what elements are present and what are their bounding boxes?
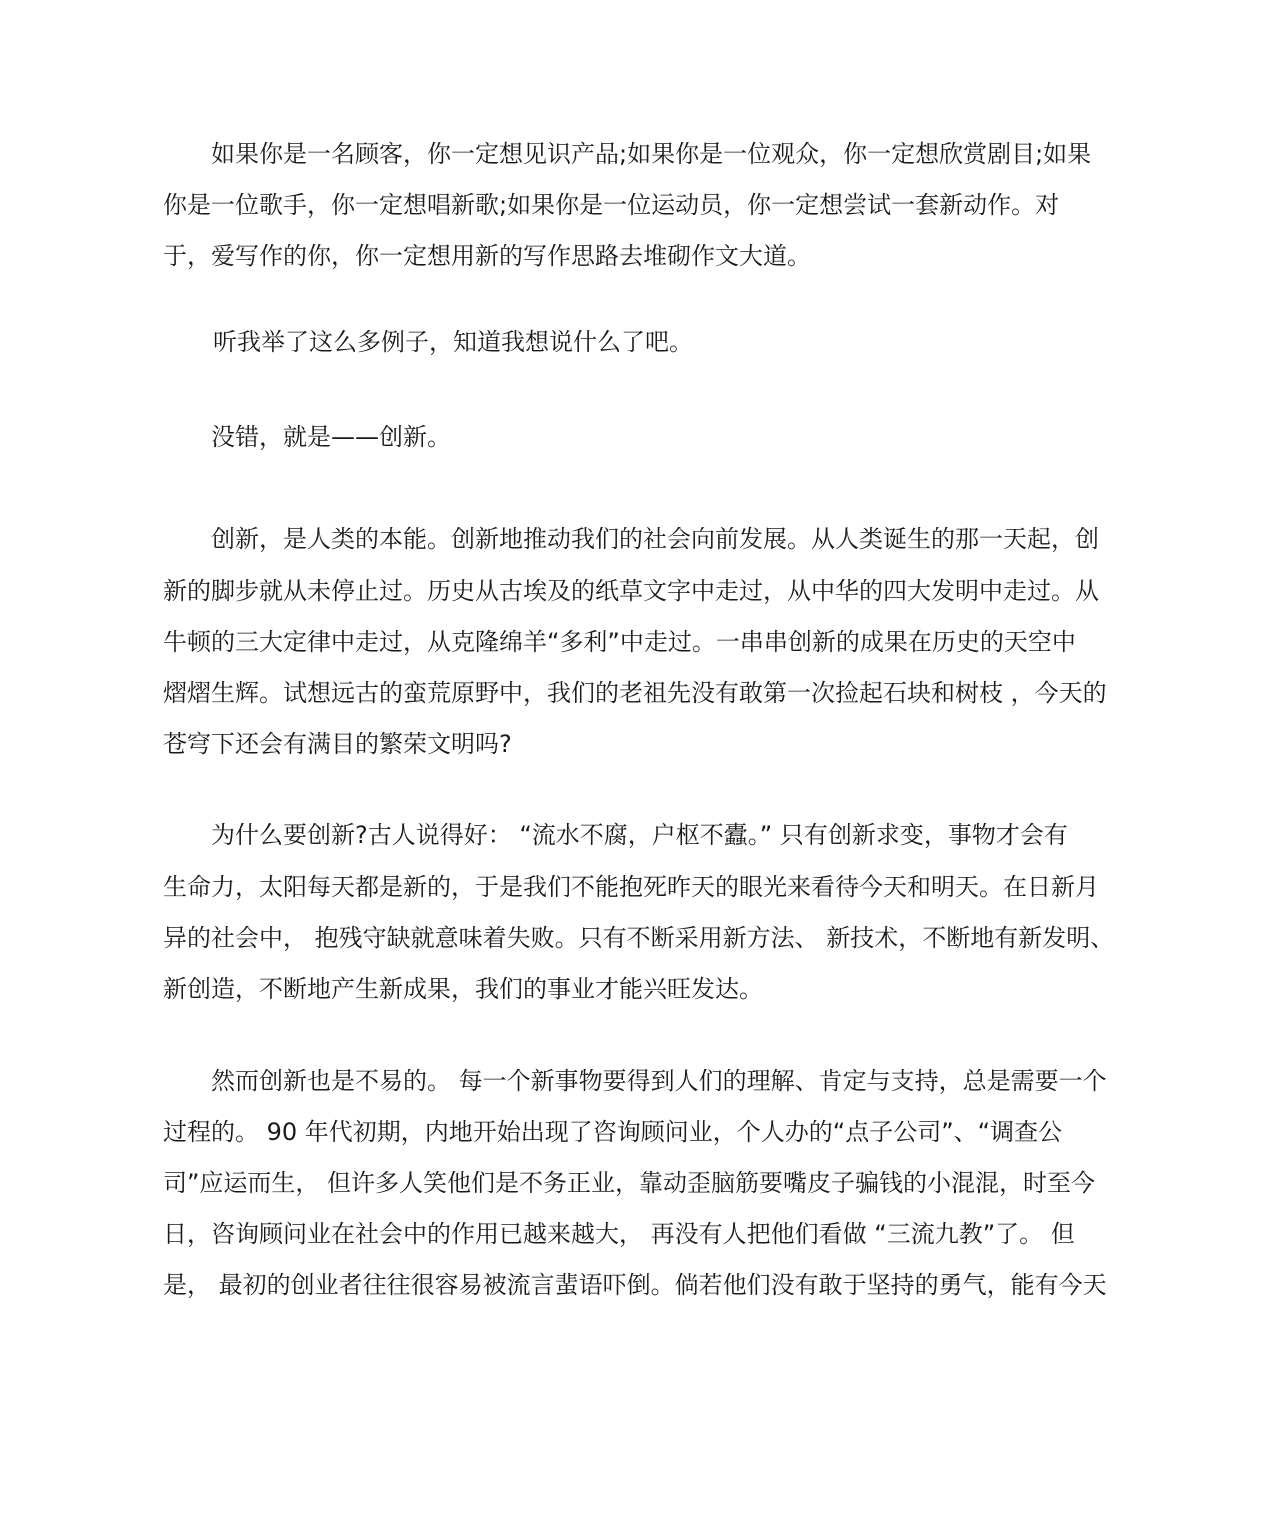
paragraph-6-line-5: 是， 最初的创业者往往很容易被流言蜚语吓倒。倘若他们没有敢于坚持的勇气，能有今天 <box>163 1271 1107 1299</box>
paragraph-1-line-1: 如果你是一名顾客，你一定想见识产品;如果你是一位观众，你一定想欣赏剧目;如果 <box>211 140 1092 168</box>
paragraph-4-line-1: 创新，是人类的本能。创新地推动我们的社会向前发展。从人类诞生的那一天起，创 <box>211 525 1099 553</box>
paragraph-6-line-2: 过程的。 90 年代初期，内地开始出现了咨询顾问业，个人办的“点子公司”、“调查公 <box>163 1118 1063 1146</box>
paragraph-4-line-5: 苍穹下还会有满目的繁荣文明吗? <box>163 730 512 758</box>
paragraph-5-line-4: 新创造，不断地产生新成果，我们的事业才能兴旺发达。 <box>163 975 763 1003</box>
paragraph-5-line-3: 异的社会中， 抱残守缺就意味着失败。只有不断采用新方法、 新技术，不断地有新发明、 <box>163 924 1115 952</box>
paragraph-6-line-4: 日，咨询顾问业在社会中的作用已越来越大， 再没有人把他们看做 “三流九教”了。 但 <box>163 1220 1075 1248</box>
paragraph-6-line-3: 司”应运而生， 但许多人笑他们是不务正业，靠动歪脑筋要嘴皮子骗钱的小混混，时至今 <box>163 1169 1096 1197</box>
paragraph-1-line-2: 你是一位歌手，你一定想唱新歌;如果你是一位运动员，你一定想尝试一套新动作。对 <box>163 191 1060 219</box>
paragraph-4-line-4: 熠熠生辉。试想远古的蛮荒原野中，我们的老祖先没有敢第一次捡起石块和树枝 ，今天的 <box>163 679 1107 707</box>
paragraph-6-line-1: 然而创新也是不易的。 每一个新事物要得到人们的理解、肯定与支持，总是需要一个 <box>211 1067 1107 1095</box>
paragraph-4-line-3: 牛顿的三大定律中走过，从克隆绵羊“多利”中走过。一串串创新的成果在历史的天空中 <box>163 628 1076 656</box>
paragraph-4-line-2: 新的脚步就从未停止过。历史从古埃及的纸草文字中走过，从中华的四大发明中走过。从 <box>163 577 1099 605</box>
paragraph-5-line-1: 为什么要创新?古人说得好： “流水不腐，户枢不蠹。” 只有创新求变，事物才会有 <box>211 821 1068 849</box>
paragraph-2-line-1: 听我举了这么多例子，知道我想说什么了吧。 <box>213 328 693 356</box>
paragraph-1-line-3: 于，爱写作的你，你一定想用新的写作思路去堆砌作文大道。 <box>163 242 811 270</box>
paragraph-3-line-1: 没错，就是——创新。 <box>211 423 451 451</box>
paragraph-5-line-2: 生命力，太阳每天都是新的，于是我们不能抱死昨天的眼光来看待今天和明天。在日新月 <box>163 873 1099 901</box>
